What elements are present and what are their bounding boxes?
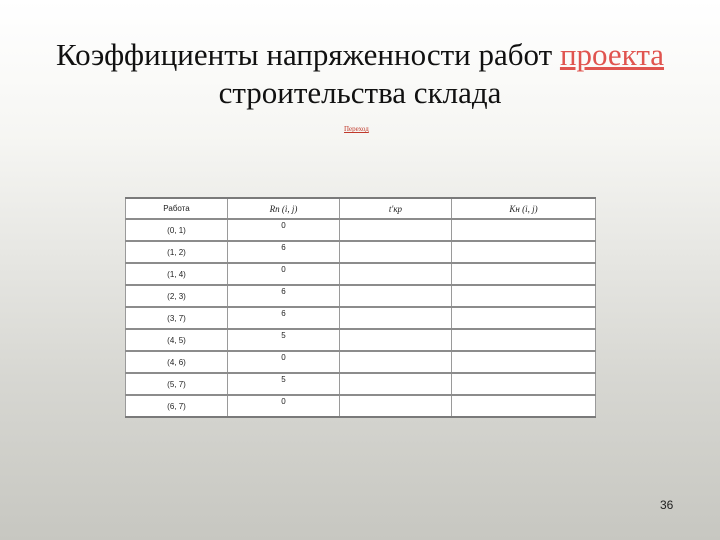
cell-work: (1, 4) <box>126 263 228 285</box>
cell-tkr <box>340 307 452 329</box>
header-kn-label: Kн (i, j) <box>509 203 538 214</box>
title-line-1 <box>0 36 720 74</box>
table-row <box>126 285 596 307</box>
nav-link-transition[interactable]: Переход <box>344 125 369 133</box>
title-link[interactable]: проекта <box>559 37 665 72</box>
cell-rp: 6 <box>228 241 340 263</box>
cell-rp: 0 <box>228 351 340 373</box>
header-rp-label: Rп (i, j) <box>269 203 298 214</box>
coefficients-table <box>125 197 595 418</box>
table-row <box>126 373 596 395</box>
cell-work: (3, 7) <box>126 307 228 329</box>
cell-rp: 5 <box>228 373 340 395</box>
page-number: 36 <box>660 498 674 512</box>
cell-kn <box>452 219 596 241</box>
header-work: Работа <box>126 198 228 219</box>
cell-work: (1, 2) <box>126 241 228 263</box>
cell-tkr <box>340 395 452 417</box>
header-kn <box>452 198 596 219</box>
cell-work: (4, 5) <box>126 329 228 351</box>
cell-tkr <box>340 241 452 263</box>
table-row <box>126 395 596 417</box>
header-tkr <box>340 198 452 219</box>
table-row <box>126 241 596 263</box>
table-row <box>126 263 596 285</box>
cell-kn <box>452 373 596 395</box>
title-main-text: Коэффициенты напряженности работ <box>55 37 553 72</box>
table-header-row <box>126 198 596 219</box>
table-row <box>126 351 596 373</box>
cell-tkr <box>340 351 452 373</box>
cell-work: (0, 1) <box>126 219 228 241</box>
cell-rp: 0 <box>228 263 340 285</box>
cell-work: (6, 7) <box>126 395 228 417</box>
cell-work: (5, 7) <box>126 373 228 395</box>
cell-kn <box>452 395 596 417</box>
header-tkr-label: t'кр <box>388 203 403 214</box>
cell-kn <box>452 329 596 351</box>
cell-rp: 0 <box>228 219 340 241</box>
cell-tkr <box>340 329 452 351</box>
cell-kn <box>452 351 596 373</box>
table-row <box>126 219 596 241</box>
title-line-2: строительства склада <box>218 75 502 110</box>
cell-kn <box>452 307 596 329</box>
cell-tkr <box>340 285 452 307</box>
cell-rp: 6 <box>228 285 340 307</box>
cell-work: (4, 6) <box>126 351 228 373</box>
table-row <box>126 329 596 351</box>
cell-rp: 6 <box>228 307 340 329</box>
slide-title <box>0 36 720 112</box>
header-rp <box>228 198 340 219</box>
table-row <box>126 307 596 329</box>
cell-tkr <box>340 373 452 395</box>
cell-rp: 5 <box>228 329 340 351</box>
cell-tkr <box>340 219 452 241</box>
cell-rp: 0 <box>228 395 340 417</box>
cell-tkr <box>340 263 452 285</box>
cell-kn <box>452 241 596 263</box>
cell-work: (2, 3) <box>126 285 228 307</box>
cell-kn <box>452 285 596 307</box>
cell-kn <box>452 263 596 285</box>
